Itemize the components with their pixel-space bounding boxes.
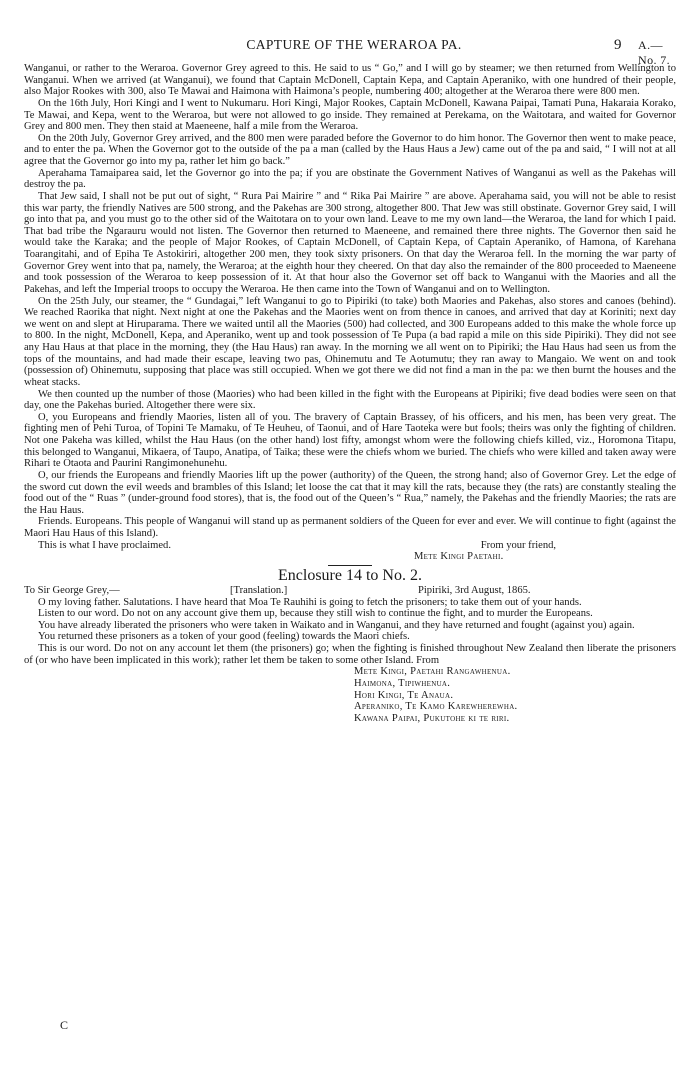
addressee: To Sir George Grey,— — [24, 584, 120, 596]
paragraph: Listen to our word. Do not on any account give them up, because they still wish to continue the fight, and to murder the Europeans. — [38, 608, 593, 620]
page-number: 9 — [614, 37, 622, 53]
signatory: Kawana Paipai, Pukutohe ki te riri. — [354, 712, 510, 724]
paragraph: O my loving father. Salutations. I have heard that Moa Te Rauhihi is going to fetch the prisoners; to take them out of your hands. — [38, 596, 582, 608]
signatory: Hori Kingi, Te Anaua. — [354, 689, 454, 701]
running-header — [28, 37, 680, 67]
document-reference: A.—No. 7. — [638, 38, 671, 67]
paragraph: On the 25th July, our steamer, the “ Gundagai,” left Wanganui to go to Pipiriki (to take) both Maories and Pakehas, also stores and canoes (behind). We reached Raorika that night. Next night at one the Pakehas and the Maories went on from thence in canoes, and arrived that day at Koriniti; next day we went on and slept at Hiruparama. There we waited until all the Maories (500) had collected, and 300 Europeans added to this make the whole force up to 800. In the night, McDonell, Kepa, and Aperaniko, went up and took possession of Te Pupa (a bad rapid a mile on this side Pipiriki). They did not see any Hau Haus at that place in the morning, they (the Hau Haus) ran away. In the morning we all went on to Pipiriki; the Hau Haus had seen us from the tops of the mountains, and had made their escape, leaving two pas, Ohinemutu and Te Aotumutu; they ran away to Mangaio. We went on and took (possession of) Ohinemutu, supposing that place was still occupied. When we got there we did not find a man in the pa: we then burnt the houses and the wheat stacks. — [24, 295, 676, 388]
paragraph: Aperahama Tamaiparea said, let the Governor go into the pa; if you are obstinate the Government Natives of Wanganui as well as the Pakehas will destroy the pa. — [24, 167, 676, 191]
paragraph: O, you Europeans and friendly Maories, listen all of you. The bravery of Captain Brassey, of his officers, and his men, has been very great. The fighting men of Pehi Turoa, of Topini Te Mamaku, of Te Heuheu, of Taonui, and of Hare Taoteka were but fools; theirs was only the fighting of children. Not one Pakeha was killed, whilst the Hau Haus (on the other hand) lost fifty, amongst whom were the following chiefs killed, viz., Horomona Titapu, this belonged to Wanganui, Mikaera, of Taupo, Anatipa, of Taika; these were the chiefs whom we buried. The chiefs who were killed and taken away were Rihari te Otaota and Paurini Rangimonehunehu. — [24, 411, 676, 470]
signatory: Aperaniko, Te Kamo Karewherewha. — [354, 701, 518, 713]
paragraph: O, our friends the Europeans and friendly Maories lift up the power (authority) of the Queen, the strong hand; also of Governor Grey. Let the edge of the sword cut down the evil weeds and brambles of this Island; let loose the cat that it may kill the rats, because they (the rats) are constantly stealing the food out of the “ Ruas ” (under-ground food stores), that is, the food out of the Queen’s “ Rua,” namely, the Pakehas and the friendly Maories; the rats are the Hau Haus. — [24, 469, 676, 516]
paragraph: Friends. Europeans. This people of Wanganui will stand up as permanent soldiers of the Queen for ever and ever. We will continue to fight (against the Maori Hau Haus of this Island). — [24, 516, 676, 539]
paragraph: We then counted up the number of those (Maories) who had been killed in the fight with the Europeans at Pipiriki; five dead bodies were seen on that day, one the Pakehas buried. Altogether there were six. — [24, 388, 676, 412]
address-line — [24, 585, 676, 597]
paragraph: On the 20th July, Governor Grey arrived, and the 800 men were paraded before the Governor to do him honor. The Governor then went to make peace, and to enter the pa. When the Governor got to the outside of the pa a man (called by the Haus Haus a Jew) came out of the pa and said, “ I will not at all agree that the Governor go into my pa, rather let him go back.” — [24, 132, 676, 167]
paragraph: This is our word. Do not on any account let them (the prisoners) go; when the fighting is finished throughout New Zealand then liberate the prisoners of (or who have been implicated in this work); rather let them be taken to some other Island. From — [24, 643, 676, 666]
page-title: CAPTURE OF THE WERAROA PA. — [246, 37, 462, 52]
paragraph: You have already liberated the prisoners who were taken in Waikato and in Wanganui, and they have returned and fought (against you) again. — [38, 619, 635, 631]
signatory: Mete Kingi, Paetahi Rangawhenua. — [354, 666, 511, 678]
signature: Mete Kingi Paetahi. — [414, 551, 504, 563]
paragraph: That Jew said, I shall not be put out of sight, “ Rura Pai Mairire ” and “ Rika Pai Mairire ” are above. Aperahama said, you will not be able to resist this war party, the friendly Natives are 500 strong, and the Pakehas are 300 strong, altogether 800. That Jew was still obstinate. Governor Grey said, I will go into that pa, and you must go to the other sid of the Waitotara on to your own land. Leave to me my own land—the Weraroa, the land for which I paid. That bad tribe the Ngarauru would not listen. The Governor then returned to Maeneene, and remained there three nights. The Governor then said he would take the Karaka; and the people of Major Rookes, of Captain McDonell, of Captain Kepa, of Captain Aperaniko, of Hamona, of Karehana Toarangitahi, and of Epiha Te Astokiriri, altogether 200 men, they took sixty prisoners. On that day the Weraroa fell. In the morning the war party of Governor Grey went into that pa, namely, the Weraroa; at the eighth hour they cheered. On that day also the remainder of the 800 proceeded to Maeneene and took possession of the Weraroa to keep possession of it. At that hour also the Governor set off back to Wanganui with the Maories and all the Pakehas, and left the Imperial troops to occupy the Weraroa. He then came into the Town of Wanganui and on to Wellington. — [24, 190, 676, 295]
paragraph: Wanganui, or rather to the Weraroa. Governor Grey agreed to this. He said to us “ Go,” and I will go by steamer; we then returned from Wellington to Wanganui. When we arrived (at Wanganui), we found that Captain McDonell, Captain Kepa, and Captain Aperaniko, with one hundred of their people, also Major Rookes with 300, also Te Mawai and Haimona with Haimona’s people, numbering 400; altogether at the Weraroa there were 800 men. — [24, 63, 676, 98]
translation-note: [Translation.] — [230, 584, 288, 596]
closing-line: This is what I have proclaimed. — [38, 539, 171, 551]
paragraph: You returned these prisoners as a token of your good (feeling) towards the Maori chiefs. — [38, 631, 410, 643]
enclosure-heading: Enclosure 14 to No. 2. — [278, 566, 422, 584]
place-date: Pipiriki, 3rd August, 1865. — [418, 584, 531, 596]
closing-row — [24, 540, 676, 552]
signature-mark: C — [60, 1018, 69, 1032]
paragraph: On the 16th July, Hori Kingi and I went to Nukumaru. Hori Kingi, Major Rookes, Captain McDonell, Kawana Paipai, Tamati Puna, Hakaraia Korako, Te Mawai, and Kepa, went to the Weraroa, but were not allowed to go inside. They remained at Perekama, on the Waitotara, and waited for Governor Grey and 800 men. They then staid at Maeneene, half a mile from the Weraroa. — [24, 97, 676, 133]
signatory: Haimona, Tipiwhenua. — [354, 677, 451, 689]
signatory-list — [24, 666, 676, 724]
valediction: From your friend, — [480, 539, 556, 551]
signature-row — [24, 551, 676, 563]
document-body — [24, 63, 676, 724]
